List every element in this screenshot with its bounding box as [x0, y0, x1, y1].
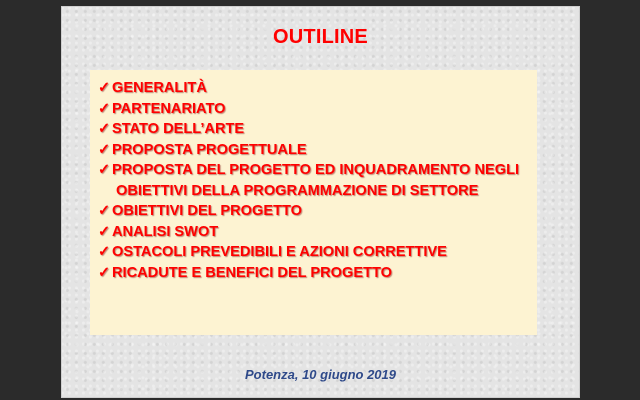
list-item-label: OSTACOLI PREVEDIBILI E AZIONI CORRETTIVE: [112, 244, 447, 260]
slide-footer: Potenza, 10 giugno 2019: [245, 367, 396, 382]
list-item-label: RICADUTE E BENEFICI DEL PROGETTO: [112, 264, 393, 281]
slide: [61, 6, 580, 398]
check-icon: ✓: [98, 162, 111, 178]
list-item-continuation: OBIETTIVI DELLA PROGRAMMAZIONE DI SETTORE: [116, 182, 479, 199]
list-item: [98, 201, 519, 222]
list-item-label: ANALISI SWOT: [112, 223, 219, 240]
check-icon: ✓: [98, 244, 111, 260]
check-icon: ✓: [98, 100, 111, 117]
outline-list: [98, 78, 519, 283]
list-item-label: STATO DELL’ARTE: [112, 121, 245, 137]
check-icon: ✓: [98, 203, 111, 219]
list-item: [98, 78, 519, 99]
list-item: [98, 140, 519, 161]
list-item: [98, 263, 519, 284]
list-item-label: PARTENARIATO: [112, 100, 226, 117]
check-icon: ✓: [98, 121, 111, 137]
list-item: [98, 160, 519, 181]
check-icon: ✓: [98, 141, 111, 158]
check-icon: ✓: [98, 223, 111, 240]
list-item: [98, 119, 519, 140]
list-item: [98, 99, 519, 120]
check-icon: ✓: [98, 264, 111, 281]
list-item-label: OBIETTIVI DEL PROGETTO: [112, 203, 303, 219]
outline-panel: [90, 70, 537, 335]
slide-title: OUTILINE: [273, 26, 368, 48]
list-item-label: PROPOSTA DEL PROGETTO ED INQUADRAMENTO NEGLI: [112, 162, 520, 178]
check-icon: ✓: [98, 80, 111, 96]
list-item-label: PROPOSTA PROGETTUALE: [112, 141, 307, 158]
list-item: [98, 242, 519, 263]
list-item-label: GENERALITÀ: [112, 80, 207, 96]
list-item: [98, 222, 519, 243]
